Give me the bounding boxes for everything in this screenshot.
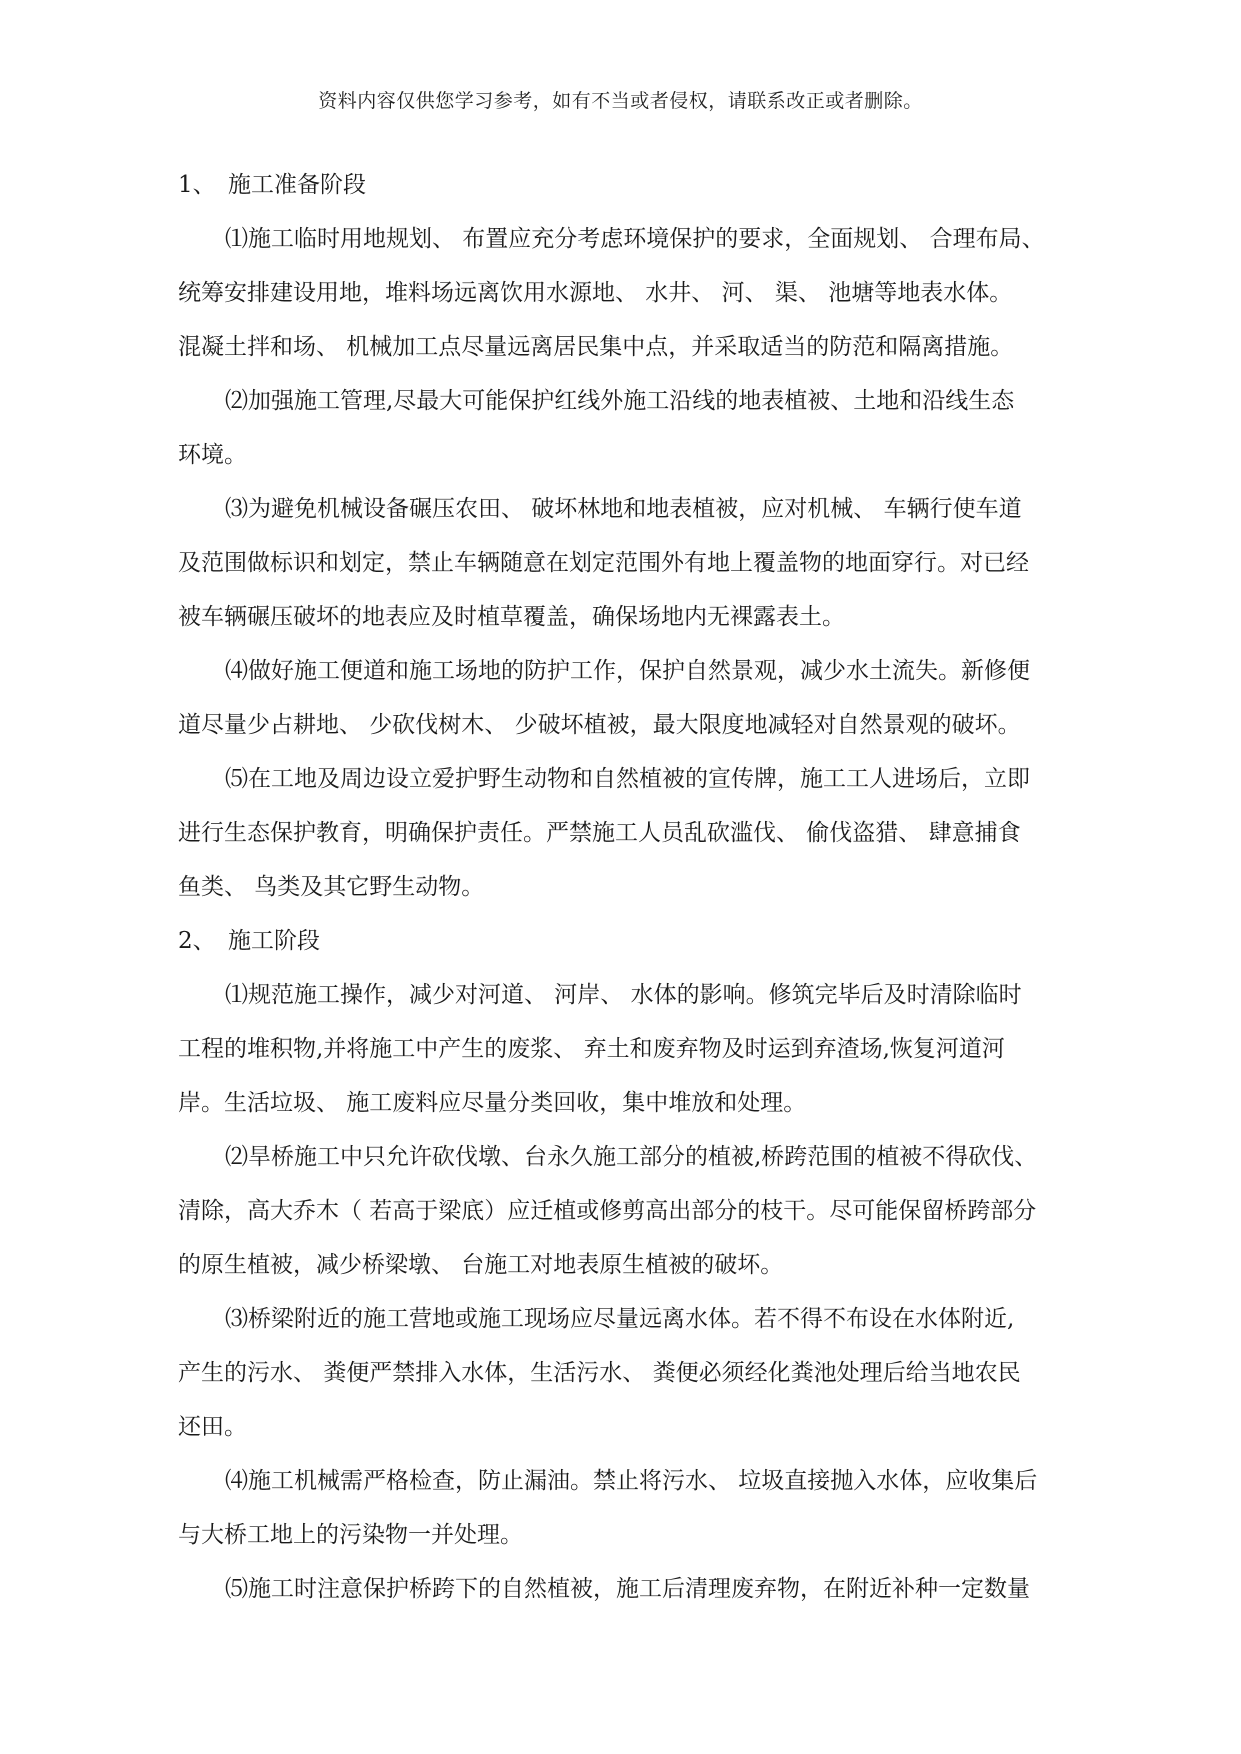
section-heading: [178, 914, 1113, 968]
text-line: ⑷施工机械需严格检查，防止漏油。禁止将污水、 垃圾直接抛入水体，应收集后: [225, 1468, 1038, 1494]
text-line: ⑶为避免机械设备碾压农田、 破坏林地和地表植被，应对机械、 车辆行使车道: [225, 496, 1022, 522]
paragraph: [178, 482, 1113, 644]
paragraph: [178, 968, 1113, 1130]
text-line: ⑶桥梁附近的施工营地或施工现场应尽量远离水体。若不得不布设在水体附近,: [225, 1306, 1015, 1332]
text-line: 的原生植被，减少桥梁墩、 台施工对地表原生植被的破坏。: [178, 1252, 784, 1278]
document-body: [178, 158, 1113, 1616]
header-note: 资料内容仅供您学习参考，如有不当或者侵权，请联系改正或者删除。: [318, 90, 923, 112]
text-line: 鱼类、 鸟类及其它野生动物。: [178, 874, 485, 900]
paragraph: [178, 374, 1113, 482]
text-line: 混凝土拌和场、 机械加工点尽量远离居民集中点，并采取适当的防范和隔离措施。: [178, 334, 1014, 360]
paragraph: [178, 1562, 1113, 1616]
text-line: 被车辆碾压破坏的地表应及时植草覆盖，确保场地内无裸露表土。: [178, 604, 845, 630]
paragraph: [178, 1292, 1113, 1454]
text-line: ⑸在工地及周边设立爱护野生动物和自然植被的宣传牌，施工工人进场后，立即: [225, 766, 1030, 792]
section-title: 施工阶段: [228, 928, 320, 954]
paragraph: [178, 212, 1113, 374]
text-line: ⑷做好施工便道和施工场地的防护工作，保护自然景观，减少水土流失。新修便: [225, 658, 1030, 684]
paragraph: [178, 752, 1113, 914]
text-line: 还田。: [178, 1414, 247, 1440]
text-line: 产生的污水、 粪便严禁排入水体，生活污水、 粪便必须经化粪池处理后给当地农民: [178, 1360, 1021, 1386]
text-line: 及范围做标识和划定，禁止车辆随意在划定范围外有地上覆盖物的地面穿行。对已经: [178, 550, 1029, 576]
text-line: 统筹安排建设用地，堆料场远离饮用水源地、 水井、 河、 渠、 池塘等地表水体。: [178, 280, 1013, 306]
text-line: 岸。生活垃圾、 施工废料应尽量分类回收，集中堆放和处理。: [178, 1090, 807, 1116]
text-line: 环境。: [178, 442, 247, 468]
section-number: 1、: [178, 172, 216, 198]
text-line: ⑵旱桥施工中只允许砍伐墩、台永久施工部分的植被,桥跨范围的植被不得砍伐、: [225, 1144, 1038, 1170]
paragraph: [178, 644, 1113, 752]
text-line: 进行生态保护教育，明确保护责任。严禁施工人员乱砍滥伐、 偷伐盗猎、 肆意捕食: [178, 820, 1021, 846]
text-line: ⑸施工时注意保护桥跨下的自然植被，施工后清理废弃物，在附近补种一定数量: [225, 1576, 1030, 1602]
paragraph: [178, 1454, 1113, 1562]
section-number: 2、: [178, 928, 216, 954]
text-line: ⑴施工临时用地规划、 布置应充分考虑环境保护的要求，全面规划、 合理布局、: [225, 226, 1045, 252]
section-title: 施工准备阶段: [228, 172, 366, 198]
text-line: 工程的堆积物,并将施工中产生的废浆、 弃土和废弃物及时运到弃渣场,恢复河道河: [178, 1036, 1005, 1062]
text-line: 道尽量少占耕地、 少砍伐树木、 少破坏植被，最大限度地减轻对自然景观的破坏。: [178, 712, 1021, 738]
text-line: 与大桥工地上的污染物一并处理。: [178, 1522, 523, 1548]
text-line: ⑵加强施工管理,尽最大可能保护红线外施工沿线的地表植被、土地和沿线生态: [225, 388, 1015, 414]
paragraph: [178, 1130, 1113, 1292]
text-line: ⑴规范施工操作，减少对河道、 河岸、 水体的影响。修筑完毕后及时清除临时: [225, 982, 1022, 1008]
section-heading: [178, 158, 1113, 212]
text-line: 清除，高大乔木（ 若高于梁底）应迁植或修剪高出部分的枝干。尽可能保留桥跨部分: [178, 1198, 1037, 1224]
